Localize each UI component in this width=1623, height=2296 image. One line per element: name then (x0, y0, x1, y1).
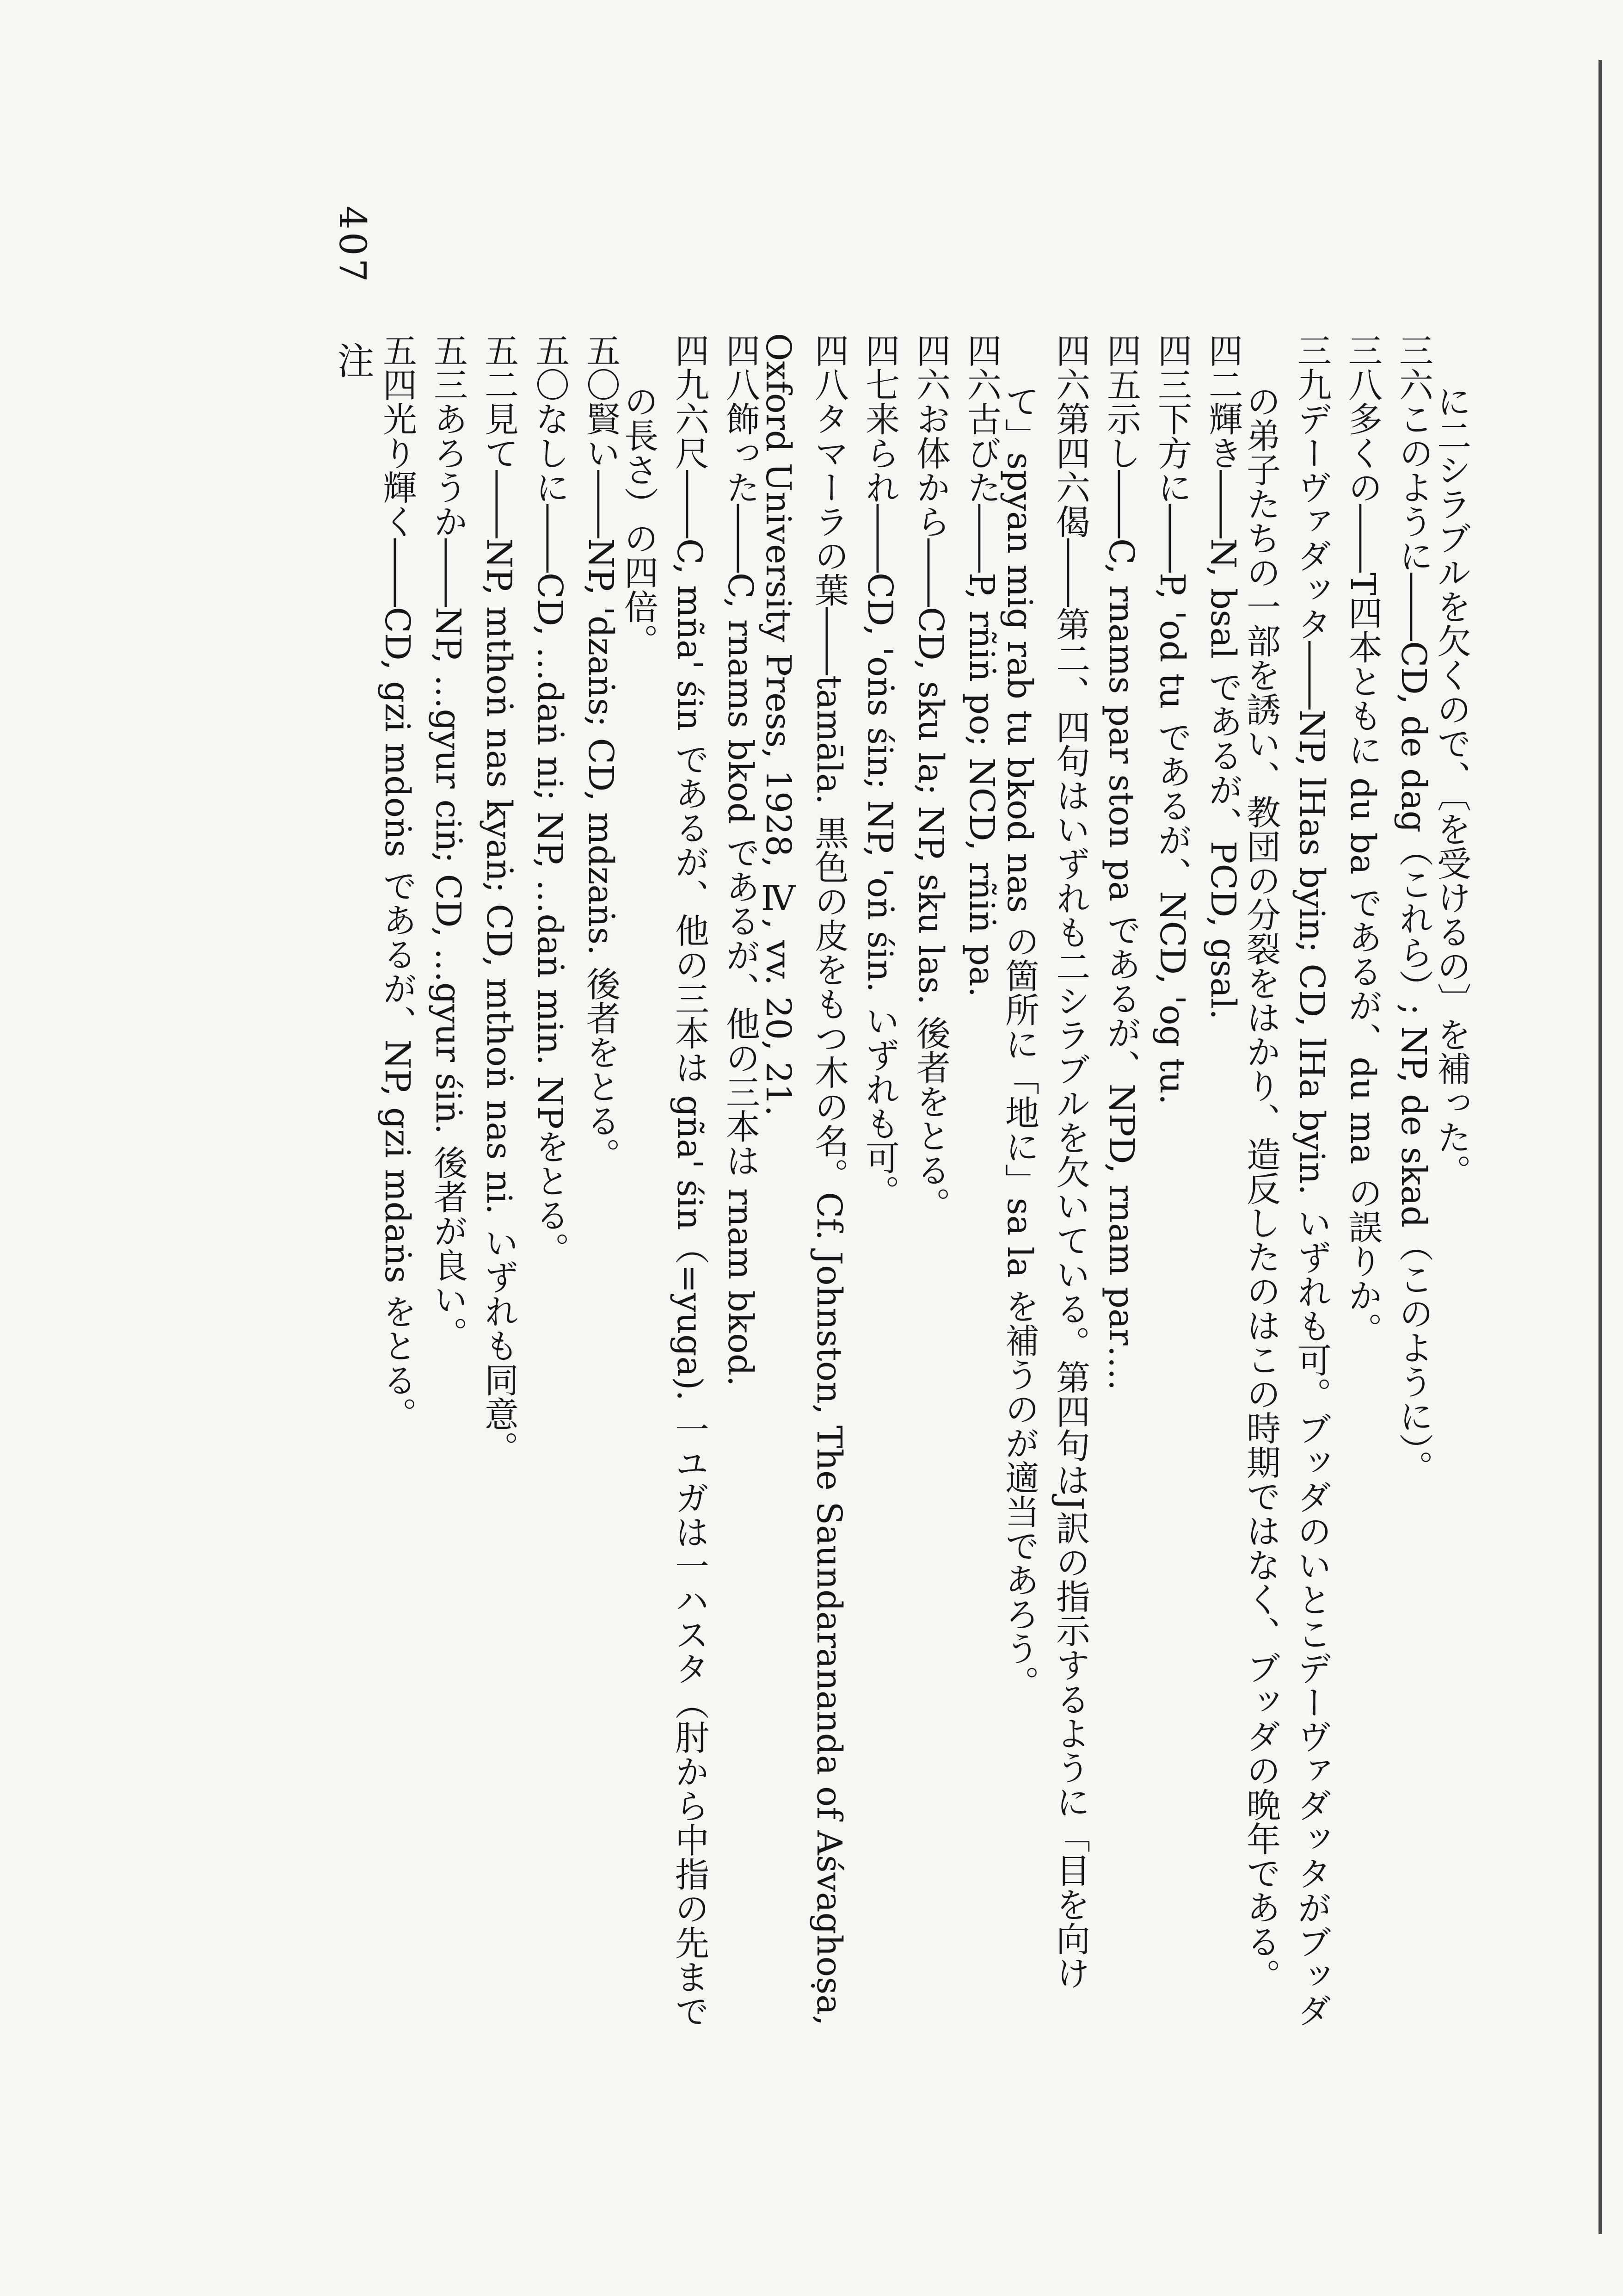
section-label: 注 (331, 341, 374, 382)
note-line: の弟子たちの一部を誘い、教団の分裂をはかり、造反したのはこの時期ではなく、ブッダの晩年である。 (1241, 384, 1281, 1993)
page-edge-line (1598, 60, 1602, 2234)
note-line: 五二見て――NP, mthoṅ nas kyaṅ; CD, mthoṅ nas ni. いずれも同意。 (467, 333, 518, 2183)
note-number: 五二 (479, 333, 519, 401)
note-number: 四八 (809, 333, 849, 401)
note-line: 四九六尺――C, mña' śin であるが、他の三本は gña' śin（=yuga). 一ユガは一ハスタ（肘から中指の先まで (658, 333, 708, 2183)
note-line: 四五示し――C, rnams par ston pa であるが、NPD, rnam par…. (1089, 333, 1140, 2183)
note-number: 三九 (1292, 333, 1332, 401)
note-line: 五〇賢い――NP, 'dzaṅs; CD, mdzaṅs. 後者をとる。 (569, 333, 620, 2183)
note-number: 四七 (860, 333, 900, 401)
note-line: 四六古びた――P, rñiṅ po; NCD, rñiṅ pa. (950, 333, 1001, 2183)
note-line: 三九デーヴァダッタ――NP, lHas byin; CD, lHa byin. いずれも可。ブッダのいとこデーヴァダッタがブッダ (1280, 333, 1331, 2183)
note-line: 五三あろうか――NP, …gyur ciṅ; CD, …gyur śiṅ. 後者が良い。 (416, 333, 467, 2183)
note-number: 三八 (1343, 333, 1383, 401)
note-line: の長さ）の四倍。 (619, 384, 658, 658)
page-number: 407 (331, 206, 374, 285)
note-line: 四三下方に――P, 'od tu であるが、NCD, 'og tu. (1140, 333, 1191, 2183)
note-number: 四九 (670, 333, 709, 401)
note-line: Oxford University Press, 1928, Ⅳ, vv. 20, 21. (758, 333, 798, 1117)
note-number: 四六 (911, 333, 951, 401)
note-line: に二シラブルを欠くので、〔を受けるの〕を補った。 (1432, 384, 1471, 1188)
note-line: 四八飾った――C, rnams bkod であるが、他の三本は rnam bkod. (708, 333, 759, 2183)
note-number: 三六 (1394, 333, 1433, 401)
note-line: 三六このように――CD, de dag（これら）; NP, de skad（このように）。 (1382, 333, 1432, 2183)
note-line: 四八タマーラの葉――tamāla. 黒色の皮をもつ木の名。Cf. Johnston, The Saundarananda of Aśvaghoṣa, (797, 333, 848, 2183)
note-number: 五三 (428, 333, 468, 401)
note-number: 四二 (1203, 333, 1243, 401)
note-number: 四六 (962, 333, 1002, 401)
note-number: 五〇 (581, 333, 621, 401)
note-line: 五〇なしに――CD, …daṅ ni; NP, …daṅ min. NPをとる。 (518, 333, 569, 2183)
note-number: 五四 (377, 333, 417, 401)
note-line: て」spyan mig rab tu bkod nas の箇所に「地に」sa la を補うのが適当であろう。 (1000, 384, 1039, 1700)
note-line: 三八多くの――T四本ともに du ba であるが、du ma の誤りか。 (1331, 333, 1382, 2183)
notes-body (250, 333, 1470, 2183)
note-number: 四三 (1152, 333, 1192, 401)
note-line: 四七来られ――CD, 'oṅs śin; NP, 'oṅ śin. いずれも可。 (848, 333, 899, 2183)
note-line: 五四光り輝く――CD, gzi mdoṅs であるが、NP, gzi mdaṅs をとる。 (365, 333, 416, 2183)
note-line: 四二輝き――N, bsal であるが、PCD, gsal. (1191, 333, 1242, 2183)
note-number: 四八 (720, 333, 760, 401)
note-number: 五〇 (530, 333, 570, 401)
note-line: 四六お体から――CD, sku la; NP, sku las. 後者をとる。 (899, 333, 950, 2183)
note-number: 四六 (1051, 333, 1090, 401)
note-line: 四六第四六偈――第二、四句はいずれも二シラブルを欠いている。第四句はJ訳の指示するように「目を向け (1039, 333, 1089, 2183)
note-number: 四五 (1101, 333, 1141, 401)
